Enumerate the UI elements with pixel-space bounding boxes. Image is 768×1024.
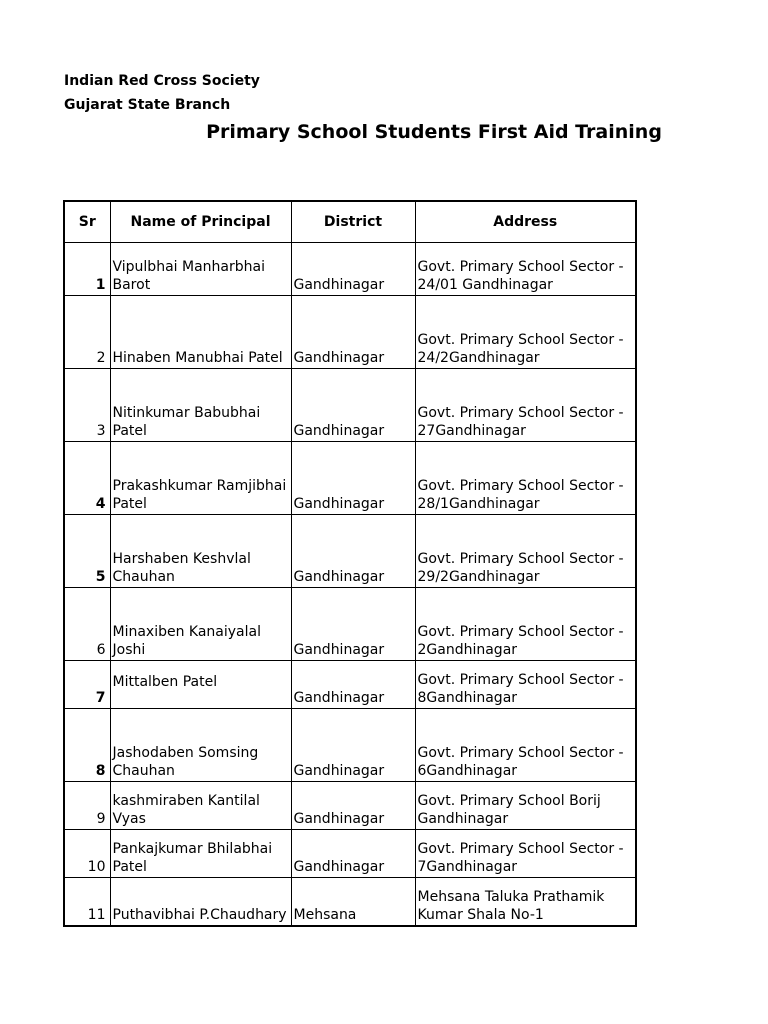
principals-table [63, 200, 637, 927]
name-cell: Minaxiben Kanaiyalal Joshi [110, 588, 291, 661]
column-header-sr: Sr [64, 201, 110, 243]
address-cell: Govt. Primary School Sector - 28/1Gandhinagar [415, 442, 636, 515]
address-cell: Govt. Primary School Sector - 24/2Gandhinagar [415, 296, 636, 369]
sr-cell: 4 [64, 442, 110, 515]
page-title: Primary School Students First Aid Training [206, 121, 662, 143]
name-cell: Jashodaben Somsing Chauhan [110, 709, 291, 782]
name-cell: Harshaben Keshvlal Chauhan [110, 515, 291, 588]
district-cell: Gandhinagar [291, 830, 415, 878]
org-branch: Gujarat State Branch [64, 97, 231, 113]
table-row [64, 661, 636, 709]
column-header-address: Address [415, 201, 636, 243]
sr-cell: 11 [64, 878, 110, 926]
district-cell: Gandhinagar [291, 588, 415, 661]
sr-cell: 3 [64, 369, 110, 442]
table-row [64, 709, 636, 782]
sr-cell: 1 [64, 243, 110, 296]
district-cell: Gandhinagar [291, 515, 415, 588]
table-row [64, 243, 636, 296]
sr-cell: 7 [64, 661, 110, 709]
address-cell: Govt. Primary School Sector - 6Gandhinagar [415, 709, 636, 782]
table-row [64, 515, 636, 588]
district-cell: Gandhinagar [291, 369, 415, 442]
table-row [64, 878, 636, 926]
table-row [64, 369, 636, 442]
column-header-name: Name of Principal [110, 201, 291, 243]
address-cell: Govt. Primary School Sector - 7Gandhinagar [415, 830, 636, 878]
address-cell: Govt. Primary School Sector - 29/2Gandhinagar [415, 515, 636, 588]
sr-cell: 8 [64, 709, 110, 782]
address-cell: Govt. Primary School Sector - 27Gandhinagar [415, 369, 636, 442]
district-cell: Gandhinagar [291, 296, 415, 369]
district-cell: Mehsana [291, 878, 415, 926]
sr-cell: 2 [64, 296, 110, 369]
org-name: Indian Red Cross Society [64, 73, 260, 89]
address-cell: Govt. Primary School Sector - 8Gandhinagar [415, 661, 636, 709]
district-cell: Gandhinagar [291, 243, 415, 296]
name-cell: Vipulbhai Manharbhai Barot [110, 243, 291, 296]
district-cell: Gandhinagar [291, 782, 415, 830]
table-row [64, 782, 636, 830]
sr-cell: 10 [64, 830, 110, 878]
table-row [64, 588, 636, 661]
address-cell: Govt. Primary School Sector - 24/01 Gandhinagar [415, 243, 636, 296]
name-cell: Hinaben Manubhai Patel [110, 296, 291, 369]
district-cell: Gandhinagar [291, 661, 415, 709]
name-cell: Pankajkumar Bhilabhai Patel [110, 830, 291, 878]
table-header-row [64, 201, 636, 243]
name-cell: Puthavibhai P.Chaudhary [110, 878, 291, 926]
name-cell: Mittalben Patel [110, 661, 291, 709]
table-row [64, 830, 636, 878]
sr-cell: 5 [64, 515, 110, 588]
name-cell: kashmiraben Kantilal Vyas [110, 782, 291, 830]
district-cell: Gandhinagar [291, 709, 415, 782]
table-row [64, 296, 636, 369]
name-cell: Prakashkumar Ramjibhai Patel [110, 442, 291, 515]
sr-cell: 9 [64, 782, 110, 830]
address-cell: Mehsana Taluka Prathamik Kumar Shala No-1 [415, 878, 636, 926]
column-header-district: District [291, 201, 415, 243]
address-cell: Govt. Primary School Borij Gandhinagar [415, 782, 636, 830]
district-cell: Gandhinagar [291, 442, 415, 515]
sr-cell: 6 [64, 588, 110, 661]
table-row [64, 442, 636, 515]
name-cell: Nitinkumar Babubhai Patel [110, 369, 291, 442]
address-cell: Govt. Primary School Sector - 2Gandhinagar [415, 588, 636, 661]
